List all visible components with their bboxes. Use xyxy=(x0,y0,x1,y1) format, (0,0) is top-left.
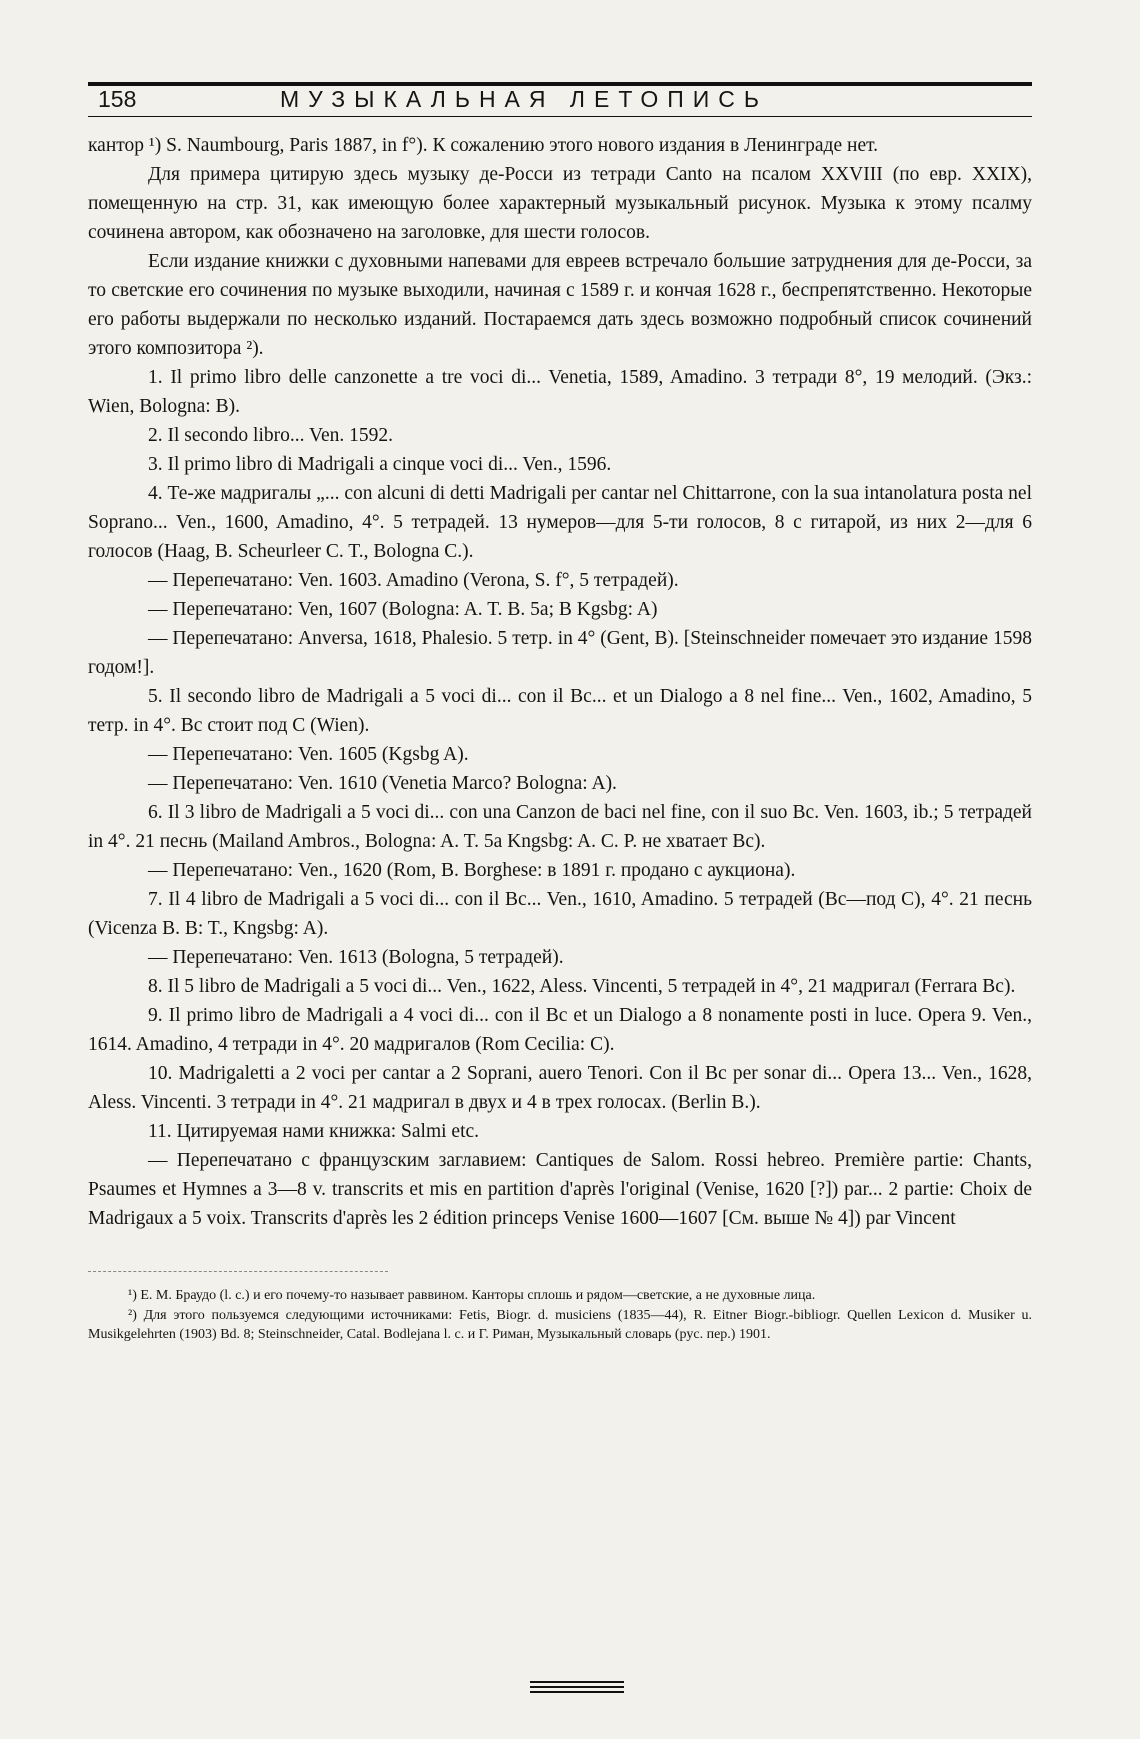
paragraph: — Перепечатано: Ven. 1613 (Bologna, 5 тетрадей). xyxy=(148,947,564,968)
page-number: 158 xyxy=(98,86,137,112)
footnote: ¹) E. M. Браудо (l. c.) и его почему-то называет раввином. Канторы сплошь и рядом—светские, а не духовные лица. xyxy=(128,1288,816,1303)
paragraph: 4. Те-же мадригалы „... con alcuni di detti Madrigali per cantar nel Chittarrone, con la sua intanolatura posta nel Soprano... Ven., 1600, Amadino, 4°. 5 тетрадей. 13 нумеров—для 5-ти голосов, 8 с гитарой, из них 2—для 6 голосов (Haag, B. Scheurleer C. T., Bologna C.). xyxy=(88,483,1032,562)
running-title: МУЗЫКАЛЬНАЯ ЛЕТОПИСЬ xyxy=(280,86,769,112)
paragraph: — Перепечатано: Ven, 1607 (Bologna: A. T. B. 5a; B Kgsbg: A) xyxy=(148,599,658,620)
paragraph: Для примера цитирую здесь музыку де-Росси из тетради Canto на псалом XXVIII (по евр. XXIX), помещенную на стр. 31, как имеющую более характерный музыкальный рисунок. Музыка к этому псалму сочинена автором, как обозначено на заголовке, для шести голосов. xyxy=(88,164,1032,243)
footnote: ²) Для этого пользуемся следующими источниками: Fetis, Biogr. d. musiciens (1835—44), R. Eitner Biogr.-bibliogr. Quellen Lexicon d. Musiker u. Musikgelehrten (1903) Bd. 8; Steinschneider, Catal. Bodlejana l. c. и Г. Риман, Музыкальный словарь (рус. пер.) 1901. xyxy=(88,1307,1032,1342)
paragraph: 7. Il 4 libro de Madrigali a 5 voci di... con il Bc... Ven., 1610, Amadino. 5 тетрадей (Bc—под C), 4°. 21 песнь (Vicenza B. B: T., Kngsbg: A). xyxy=(88,889,1032,939)
paragraph: 3. Il primo libro di Madrigali a cinque voci di... Ven., 1596. xyxy=(148,454,612,475)
paragraph: 2. Il secondo libro... Ven. 1592. xyxy=(148,425,393,446)
paragraph: 11. Цитируемая нами книжка: Salmi etc. xyxy=(148,1121,480,1142)
body-text xyxy=(88,131,1032,1233)
footnotes xyxy=(88,1286,1032,1345)
paragraph: 10. Madrigaletti a 2 voci per cantar a 2 Soprani, auero Tenori. Con il Bc per sonar di... Opera 13... Ven., 1628, Aless. Vincenti. 3 тетради in 4°. 21 мадригал в двух и 4 в трех голосах. (Berlin B.). xyxy=(88,1063,1032,1113)
paragraph: 5. Il secondo libro de Madrigali a 5 voci di... con il Bc... et un Dialogo a 8 nel fine... Ven., 1602, Amadino, 5 тетр. in 4°. Bc стоит под C (Wien). xyxy=(88,686,1032,736)
paragraph: — Перепечатано: Ven., 1620 (Rom, B. Borghese: в 1891 г. продано с аукциона). xyxy=(148,860,796,881)
paragraph: 6. Il 3 libro de Madrigali a 5 voci di... con una Canzon de baci nel fine, con il suo Bc. Ven. 1603, ib.; 5 тетрадей in 4°. 21 песнь (Mailand Ambros., Bologna: A. T. 5a Kngsbg: A. C. P. не хватает Bc). xyxy=(88,802,1032,852)
paragraph: — Перепечатано: Anversa, 1618, Phalesio. 5 тетр. in 4° (Gent, B). [Steinschneider помечает это издание 1598 годом!]. xyxy=(88,628,1032,678)
paragraph: 9. Il primo libro de Madrigali a 4 voci di... con il Bc et un Dialogo a 8 nonamente posti in luce. Opera 9. Ven., 1614. Amadino, 4 тетради in 4°. 20 мадригалов (Rom Cecilia: C). xyxy=(88,1005,1032,1055)
bottom-printer-mark xyxy=(530,1681,624,1696)
paragraph: 1. Il primo libro delle canzonette a tre voci di... Venetia, 1589, Amadino. 3 тетради 8°, 19 мелодий. (Экз.: Wien, Bologna: B). xyxy=(88,367,1032,417)
footnote-separator xyxy=(88,1271,388,1272)
paragraph: Если издание книжки с духовными напевами для евреев встречало большие затруднения для де-Росси, за то светские его сочинения по музыке выходили, начиная с 1589 г. и кончая 1628 г., беспрепятственно. Некоторые его работы выдержали по несколько изданий. Постараемся дать здесь возможно подробный список сочинений этого композитора ²). xyxy=(88,251,1032,359)
paragraph: кантор ¹) S. Naumbourg, Paris 1887, in f°). К сожалению этого нового издания в Ленинграде нет. xyxy=(88,135,879,156)
paragraph: — Перепечатано: Ven. 1603. Amadino (Verona, S. f°, 5 тетрадей). xyxy=(148,570,679,591)
paragraph: 8. Il 5 libro de Madrigali a 5 voci di... Ven., 1622, Aless. Vincenti, 5 тетрадей in 4°, 21 мадригал (Ferrara Bc). xyxy=(148,976,1016,997)
paragraph: — Перепечатано: Ven. 1605 (Kgsbg A). xyxy=(148,744,469,765)
paragraph: — Перепечатано: Ven. 1610 (Venetia Marco? Bologna: A). xyxy=(148,773,617,794)
paragraph: — Перепечатано с французским заглавием: Cantiques de Salom. Rossi hebreo. Première partie: Chants, Psaumes et Hymnes a 3—8 v. transcrits et mis en partition d'après l'original (Venise, 1620 [?]) par... 2 partie: Choix de Madrigaux a 5 voix. Transcrits d'après les 2 édition princeps Venise 1600—1607 [См. выше № 4]) par Vincent xyxy=(88,1150,1032,1229)
page-header xyxy=(88,86,1032,117)
page xyxy=(88,82,1032,1345)
